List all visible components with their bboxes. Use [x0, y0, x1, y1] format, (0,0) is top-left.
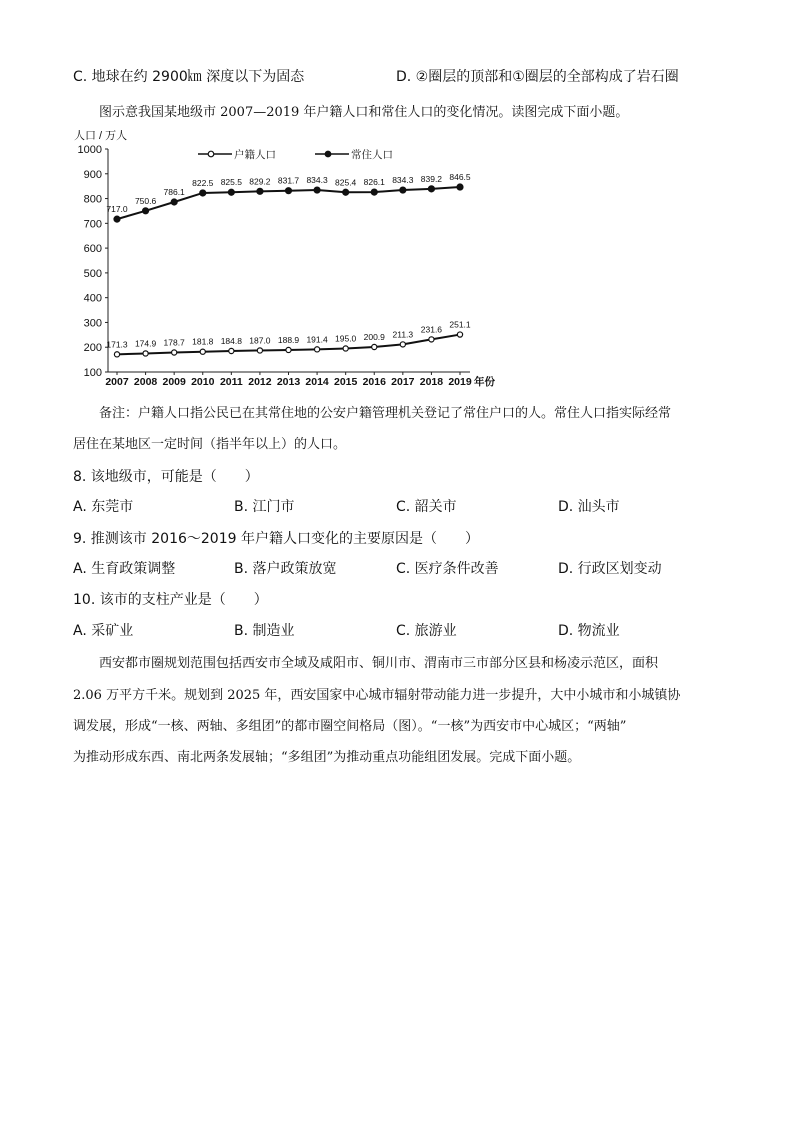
y-tick-label: 400: [83, 292, 102, 305]
data-label: 717.0: [106, 204, 128, 215]
data-label: 786.1: [163, 186, 185, 197]
data-label: 834.3: [392, 175, 414, 186]
option-8c: C. 韶关市: [396, 499, 457, 515]
data-point: [114, 216, 120, 222]
y-tick-label: 200: [83, 342, 102, 355]
xian-passage-line-2: 2.06 万平方千米。规划到 2025 年，西安国家中心城市辐射带动能力进一步提升，大中小城市和小城镇协: [73, 688, 681, 703]
data-point: [400, 187, 406, 193]
y-tick-label: 600: [83, 243, 102, 256]
data-point: [171, 199, 177, 205]
xian-passage-line-1: 西安都市圈规划范围包括西安市全域及咸阳市、铜川市、渭南市三市部分区县和杨凌示范区，面积: [99, 656, 659, 671]
data-point: [343, 346, 348, 351]
option-8d: D. 汕头市: [558, 499, 620, 515]
data-point: [286, 347, 291, 352]
note-line-2: 居住在某地区一定时间（指半年以上）的人口。: [73, 437, 347, 452]
y-tick-label: 300: [83, 317, 102, 330]
x-axis-label: 年份: [474, 376, 495, 387]
data-point: [172, 350, 177, 355]
data-point: [286, 188, 292, 194]
data-label: 831.7: [277, 175, 300, 186]
data-point: [228, 189, 234, 195]
legend-label: 常住人口: [351, 149, 393, 161]
y-tick-label: 800: [83, 193, 102, 206]
xian-passage-line-4: 为推动形成东西、南北两条发展轴；“多组团”为推动重点功能组团发展。完成下面小题。: [73, 750, 581, 765]
y-tick-label: 900: [83, 168, 102, 181]
x-tick-label: 2015: [333, 376, 358, 387]
data-label: 839.2: [420, 173, 443, 184]
option-10b: B. 制造业: [234, 623, 295, 639]
x-tick-label: 2008: [133, 376, 158, 387]
data-point: [429, 337, 434, 342]
x-tick-label: 2010: [191, 376, 215, 387]
x-tick-label: 2019: [448, 376, 472, 387]
data-label: 211.3: [392, 329, 414, 340]
option-7d: D. ②圈层的顶部和①圈层的全部构成了岩石圈: [396, 69, 679, 85]
data-label: 846.5: [449, 172, 471, 183]
x-tick-label: 2013: [276, 376, 301, 387]
option-8a: A. 东莞市: [73, 499, 134, 515]
data-point: [257, 188, 263, 194]
y-axis-label: 人口 / 万人: [74, 130, 128, 142]
data-label: 200.9: [363, 331, 385, 342]
xian-passage-line-3: 调发展，形成“一核、两轴、多组团”的都市圈空间格局（图）。“一核”为西安市中心城区；“两轴”: [73, 719, 627, 734]
data-point: [143, 208, 149, 214]
question-9: 9. 推测该市 2016～2019 年户籍人口变化的主要原因是（ ）: [73, 531, 479, 547]
x-tick-label: 2012: [248, 376, 272, 387]
option-9c: C. 医疗条件改善: [396, 561, 499, 577]
data-point: [428, 186, 434, 192]
data-label: 195.0: [335, 333, 357, 344]
data-label: 171.3: [106, 339, 128, 350]
data-point: [314, 187, 320, 193]
data-label: 184.8: [220, 335, 242, 346]
x-tick-label: 2017: [391, 376, 415, 387]
data-label: 191.4: [306, 334, 328, 345]
data-label: 822.5: [192, 177, 214, 188]
data-point: [400, 342, 405, 347]
data-label: 188.9: [277, 334, 300, 345]
data-label: 834.3: [306, 175, 328, 186]
x-tick-label: 2016: [362, 376, 386, 387]
legend-marker: [208, 151, 214, 157]
data-point: [229, 348, 234, 353]
data-label: 231.6: [420, 324, 443, 335]
option-10a: A. 采矿业: [73, 623, 134, 639]
chart-intro: 图示意我国某地级市 2007—2019 年户籍人口和常住人口的变化情况。读图完成下面小题。: [99, 105, 629, 120]
legend-marker: [325, 151, 331, 157]
y-tick-label: 500: [83, 267, 102, 280]
option-8b: B. 江门市: [234, 499, 295, 515]
data-label: 174.9: [134, 338, 157, 349]
y-tick-label: 1000: [77, 144, 102, 156]
x-tick-label: 2009: [162, 376, 186, 387]
data-label: 825.4: [335, 177, 357, 188]
data-label: 826.1: [363, 177, 385, 188]
option-9d: D. 行政区划变动: [558, 561, 662, 577]
data-label: 251.1: [449, 319, 471, 330]
x-tick-label: 2014: [305, 376, 329, 387]
data-label: 750.6: [134, 195, 157, 206]
option-7c: C. 地球在约 2900㎞ 深度以下为固态: [73, 69, 305, 85]
data-point: [200, 190, 206, 196]
y-tick-label: 700: [83, 218, 102, 231]
data-label: 825.5: [220, 177, 242, 188]
option-9a: A. 生育政策调整: [73, 561, 176, 577]
x-tick-label: 2018: [419, 376, 444, 387]
note-line-1: 备注：户籍人口指公民已在其常住地的公安户籍管理机关登记了常住户口的人。常住人口指实际经常: [99, 406, 672, 421]
data-point: [257, 348, 262, 353]
data-point: [143, 351, 148, 356]
y-tick-label: 100: [83, 367, 102, 379]
question-8: 8. 该地级市，可能是（ ）: [73, 469, 259, 485]
data-label: 181.8: [192, 336, 214, 347]
data-label: 178.7: [163, 337, 185, 348]
data-point: [114, 352, 119, 357]
x-tick-label: 2007: [105, 376, 129, 387]
data-point: [371, 189, 377, 195]
option-10c: C. 旅游业: [396, 623, 457, 639]
option-10d: D. 物流业: [558, 623, 620, 639]
question-10: 10. 该市的支柱产业是（ ）: [73, 592, 268, 608]
data-label: 829.2: [249, 176, 271, 187]
data-point: [200, 349, 205, 354]
option-9b: B. 落户政策放宽: [234, 561, 337, 577]
data-point: [314, 347, 319, 352]
data-point: [343, 189, 349, 195]
population-chart: [60, 125, 510, 387]
data-point: [457, 332, 462, 337]
legend-label: 户籍人口: [234, 149, 276, 161]
x-tick-label: 2011: [219, 376, 243, 387]
data-label: 187.0: [249, 335, 271, 346]
data-point: [457, 184, 463, 190]
data-point: [372, 344, 377, 349]
